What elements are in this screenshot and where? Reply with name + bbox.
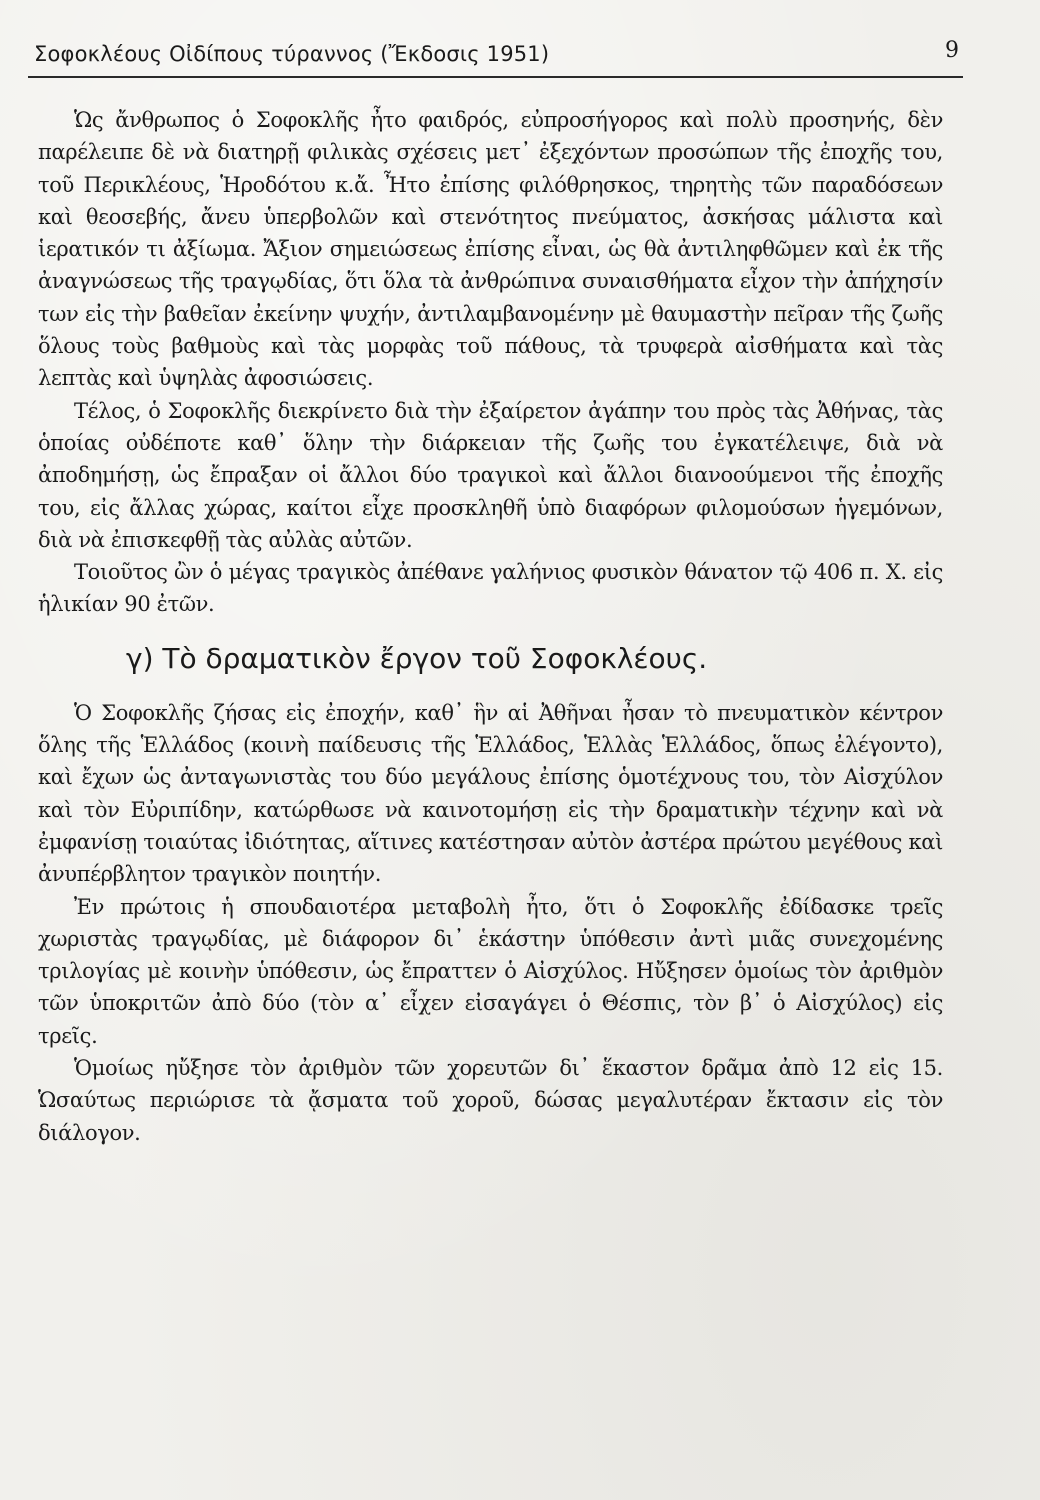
running-header bbox=[28, 36, 963, 78]
paragraph: Ὡς ἄνθρωπος ὁ Σοφοκλῆς ἦτο φαιδρός, εὐπροσήγορος καὶ πολὺ προσηνής, δὲν παρέλειπε δὲ νὰ διατηρῇ φιλικὰς σχέσεις μετ᾽ ἐξεχόντων προσώπων τῆς ἐποχῆς του, τοῦ Περικλέους, Ἡροδότου κ.ἄ. Ἦτο ἐπίσης φιλόθρησκος, τηρητὴς τῶν παραδόσεων καὶ θεοσεβής, ἄνευ ὑπερβολῶν καὶ στενότητος πνεύματος, ἀσκήσας μάλιστα καὶ ἱερατικόν τι ἀξίωμα. Ἄξιον σημειώσεως ἐπίσης εἶναι, ὡς θὰ ἀντιληφθῶμεν καὶ ἐκ τῆς ἀναγνώσεως τῆς τραγῳδίας, ὅτι ὅλα τὰ ἀνθρώπινα συναισθήματα εἶχον τὴν ἀπήχησίν των εἰς τὴν βαθεῖαν ἐκείνην ψυχήν, ἀντιλαμβανομένην μὲ θαυμαστὴν πεῖραν τῆς ζωῆς ὅλους τοὺς βαθμοὺς καὶ τὰς μορφὰς τοῦ πάθους, τὰ τρυφερὰ αἰσθήματα καὶ τὰς λεπτὰς καὶ ὑψηλὰς ἀφοσιώσεις. bbox=[38, 108, 943, 391]
page-number: 9 bbox=[945, 38, 959, 63]
body-text bbox=[38, 104, 943, 1149]
paragraph: Τοιοῦτος ὢν ὁ μέγας τραγικὸς ἀπέθανε γαλήνιος φυσικὸν θάνατον τῷ 406 π. Χ. εἰς ἡλικίαν 90 ἐτῶν. bbox=[38, 560, 943, 617]
paragraph: Ἐν πρώτοις ἡ σπουδαιοτέρα μεταβολὴ ἦτο, ὅτι ὁ Σοφοκλῆς ἐδίδασκε τρεῖς χωριστὰς τραγῳδίας, μὲ διάφορον δι᾽ ἑκάστην ὑπόθεσιν ἀντὶ μιᾶς συνεχομένης τριλογίας μὲ κοινὴν ὑπόθεσιν, ὡς ἔπραττεν ὁ Αἰσχύλος. Ηὔξησεν ὁμοίως τὸν ἀριθμὸν τῶν ὑποκριτῶν ἀπὸ δύο (τὸν α᾽ εἶχεν εἰσαγάγει ὁ Θέσπις, τὸν β᾽ ὁ Αἰσχύλος) εἰς τρεῖς. bbox=[38, 894, 943, 1048]
running-title: Σοφοκλέους Οἰδίπους τύραννος (Ἔκδοσις 1951) bbox=[34, 42, 550, 66]
section-heading: γ) Τὸ δραματικὸν ἔργον τοῦ Σοφοκλέους. bbox=[126, 641, 708, 675]
paragraph: Ὁμοίως ηὔξησε τὸν ἀριθμὸν τῶν χορευτῶν δι᾽ ἕκαστον δρᾶμα ἀπὸ 12 εἰς 15. Ὡσαύτως περιώρισε τὰ ᾄσματα τοῦ χοροῦ, δώσας μεγαλυτέραν ἔκτασιν εἰς τὸν διάλογον. bbox=[38, 1056, 943, 1145]
paragraph: Ὁ Σοφοκλῆς ζήσας εἰς ἐποχήν, καθ᾽ ἣν αἱ Ἀθῆναι ἦσαν τὸ πνευματικὸν κέντρον ὅλης τῆς Ἑλλάδος (κοινὴ παίδευσις τῆς Ἑλλάδος, Ἑλλὰς Ἑλλάδος, ὅπως ἐλέγοντο), καὶ ἔχων ὡς ἀνταγωνιστὰς του δύο μεγάλους ἐπίσης ὁμοτέχνους του, τὸν Αἰσχύλον καὶ τὸν Εὐριπίδην, κατώρθωσε νὰ καινοτομήσῃ εἰς τὴν δραματικὴν τέχνην καὶ νὰ ἐμφανίσῃ τοιαύτας ἰδιότητας, αἵτινες κατέστησαν αὐτὸν ἀστέρα πρώτου μεγέθους καὶ ἀνυπέρβλητον τραγικὸν ποιητήν. bbox=[38, 700, 943, 887]
paragraph: Τέλος, ὁ Σοφοκλῆς διεκρίνετο διὰ τὴν ἐξαίρετον ἀγάπην του πρὸς τὰς Ἀθήνας, τὰς ὁποίας οὐδέποτε καθ᾽ ὅλην τὴν διάρκειαν τῆς ζωῆς του ἐγκατέλειψε, διὰ νὰ ἀποδημήσῃ, ὡς ἔπραξαν οἱ ἄλλοι δύο τραγικοὶ καὶ ἄλλοι διανοούμενοι τῆς ἐποχῆς του, εἰς ἄλλας χώρας, καίτοι εἶχε προσκληθῆ ὑπὸ διαφόρων φιλομούσων ἡγεμόνων, διὰ νὰ ἐπισκεφθῇ τὰς αὐλὰς αὐτῶν. bbox=[38, 398, 943, 552]
